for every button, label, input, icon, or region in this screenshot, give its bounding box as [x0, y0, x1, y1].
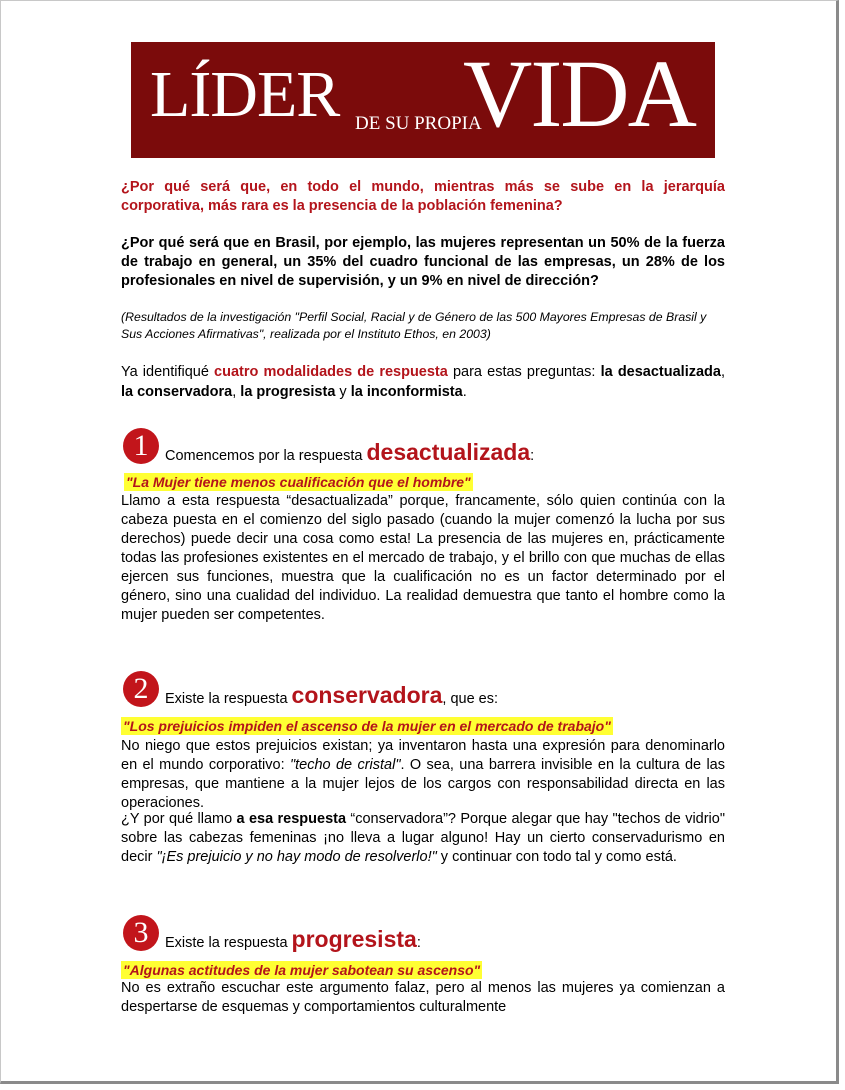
- section-1-body: Llamo a esta respuesta “desactualizada” porque, francamente, sólo quien continúa con la cabeza puesta en el comienzo del siglo pasado (cuando la mujer comenzó la lucha por sus derechos) puede decir una cosa como esta! La presencia de las mujeres en, prácticamente todas las profesiones existentes en el mercado de trabajo, y el brillo con que muchas de ellas ejercen sus funciones, muestra que la cualificación no es un factor determinado por el género, sino una cualidad del individuo. La realidad demuestra que tanto el hombre como la mujer pueden ser competentes.: [121, 493, 725, 623]
- section-2-heading: 2 Existe la respuesta conservadora, que es:: [123, 671, 723, 713]
- number-2-badge: 2: [123, 671, 159, 707]
- number-1-badge: 1: [123, 428, 159, 464]
- keyword-conservadora: conservadora: [291, 682, 443, 708]
- section-1-heading: 1 Comencemos por la respuesta desactualizada:: [123, 428, 723, 470]
- number-3-badge: 3: [123, 915, 159, 951]
- section-2-quote: "Los prejuicios impiden el ascenso de la mujer en el mercado de trabajo": [123, 718, 611, 734]
- source-note: (Resultados de la investigación "Perfil Social, Racial y de Género de las 500 Mayores Empresas de Brasil y Sus Acciones Afirmativas", realizada por el Instituto Ethos, en 2003): [121, 310, 707, 341]
- section-3-heading: 3 Existe la respuesta progresista:: [123, 915, 723, 957]
- section-2-body-1: No niego que estos prejuicios existan; ya inventaron hasta una expresión para denominarlo en el mundo corporativo: "techo de cristal". O sea, una barrera invisible en la cultura de las empresas, que mantiene a la mujer lejos de los cargos con responsabilidad directa en las operaciones.: [121, 738, 725, 811]
- keyword-progresista: progresista: [291, 926, 417, 952]
- section-3-quote: "Algunas actitudes de la mujer sabotean su ascenso": [123, 962, 481, 978]
- intro-highlight: cuatro modalidades de respuesta: [214, 364, 448, 380]
- banner-word-de-su-propia: DE SU PROPIA: [355, 113, 482, 134]
- question-1: ¿Por qué será que, en todo el mundo, mientras más se sube en la jerarquía corporativa, más rara es la presencia de la población femenina?: [121, 179, 725, 214]
- intro-paragraph: Ya identifiqué cuatro modalidades de respuesta para estas preguntas: la desactualizada, la conservadora, la progresista y la inconformista.: [121, 364, 726, 400]
- question-2: ¿Por qué será que en Brasil, por ejemplo, las mujeres representan un 50% de la fuerza de trabajo en general, un 35% del cuadro funcional de las empresas, un 28% de los profesionales en nivel de supervisión, y un 9% en nivel de dirección?: [121, 235, 725, 289]
- section-3-body: No es extraño escuchar este argumento falaz, pero al menos las mujeres ya comienzan a despertarse de esquemas y comportamientos culturalmente: [121, 980, 725, 1015]
- title-banner: [131, 42, 715, 158]
- section-1-quote: "La Mujer tiene menos cualificación que el hombre": [126, 474, 471, 490]
- section-2-body-2: ¿Y por qué llamo a esa respuesta “conservadora”? Porque alegar que hay "techos de vidrio" sobre las cabezas femeninas ¡no lleva a lugar alguno! Hay un cierto conservadurismo en decir "¡Es prejuicio y no hay modo de resolverlo!" y continuar con todo tal y como está.: [121, 811, 725, 865]
- banner-word-vida: VIDA: [463, 40, 695, 147]
- keyword-desactualizada: desactualizada: [366, 439, 531, 465]
- banner-word-lider: LÍDER: [150, 58, 340, 131]
